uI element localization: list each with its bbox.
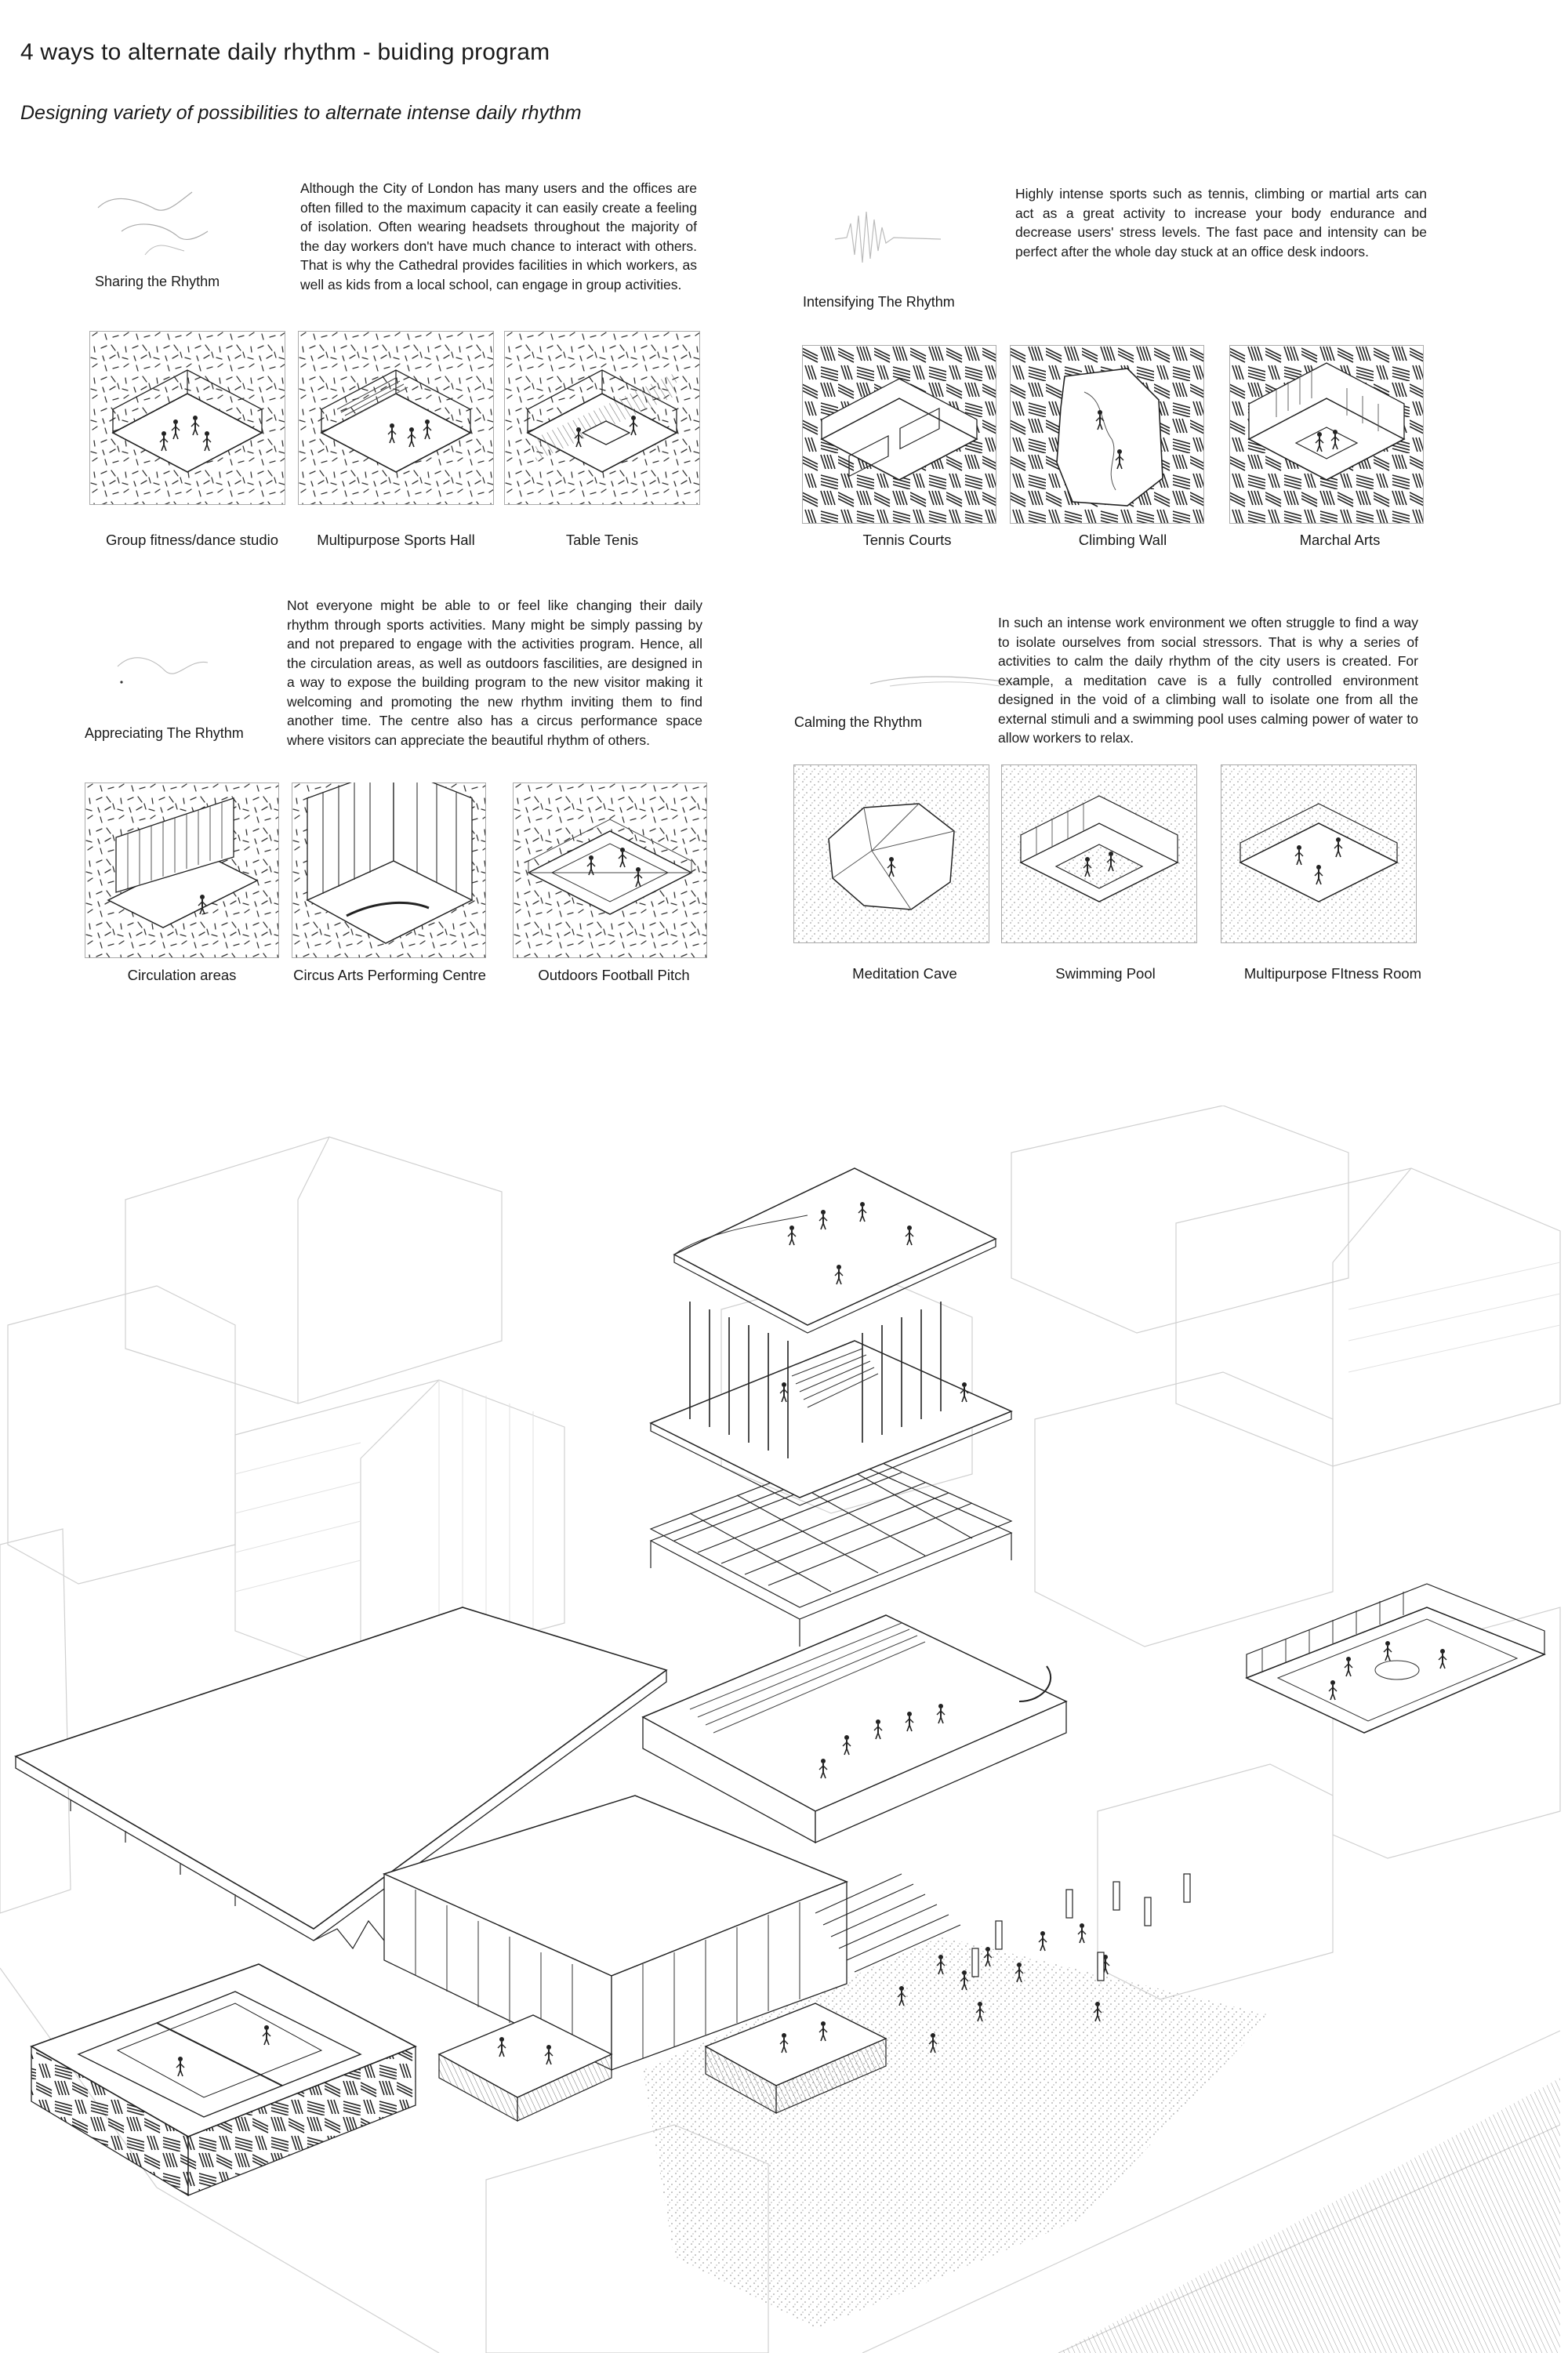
- section-label: Calming the Rhythm: [794, 714, 923, 730]
- swimming-pool-thumbnail: [1001, 764, 1197, 943]
- football-pitch-roof: [1247, 1584, 1544, 1733]
- section-description: Although the City of London has many users and the offices are often filled to the maximum capacity it can easily create a feeling of isolation. Often wearing headsets throughout the majority of the day workers don't have much chance to interact with others. That is why the Cathedral provides facilities in which workers, as well as kids from a local school, can engage in group activities.: [300, 180, 697, 292]
- section-description: Highly intense sports such as tennis, climbing or martial arts can act as a great activity to increase your body endurance and decrease users' stress levels. The fast pace and intensity can be perfect after the whole day stuck at an office desk indoors.: [1015, 186, 1427, 260]
- caption-meditation-cave: Meditation Cave: [852, 965, 957, 982]
- section-calming: [0, 0, 1568, 1019]
- roof-terrace: [674, 1168, 996, 1333]
- caption-football-pitch: Outdoors Football Pitch: [538, 967, 690, 983]
- caption-sports-hall: Multipurpose Sports Hall: [317, 532, 475, 548]
- page-subtitle: Designing variety of possibilities to alternate intense daily rhythm: [20, 102, 582, 124]
- section-label: Intensifying The Rhythm: [803, 294, 955, 310]
- section-description: Not everyone might be able to or feel like changing their daily rhythm through sports activities. Many might be simply passing by and not prepared to engage with the activities program. Hence, all the circulation areas, as well as outdoors fascilities, are designed in a way to expose the building program to the new visitor making it welcoming and promoting the new rhythm inviting them to find another time. The centre also has a circus performance space where visitors can appreciate the beautiful rhythm of others.: [287, 597, 702, 748]
- caption-group-fitness: Group fitness/dance studio: [105, 532, 279, 548]
- section-description: In such an intense work environment we often struggle to find a way to isolate ourselves from social stressors. That is why a series of activities to calm the daily rhythm of the city users is created. For example, a meditation cave is a fully controlled environment designed in the void of a climbing wall to isolate one from all the external stimuli and a swimming pool uses calming power of water to allow workers to relax.: [998, 615, 1418, 746]
- caption-swimming-pool: Swimming Pool: [1055, 965, 1156, 982]
- caption-table-tennis: Table Tenis: [565, 532, 639, 548]
- section-label: Sharing the Rhythm: [95, 274, 220, 289]
- caption-circulation: Circulation areas: [127, 967, 237, 983]
- caption-circus-arts: Circus Arts Performing Centre: [293, 967, 486, 983]
- sports-hall-level: [643, 1615, 1066, 1843]
- caption-tennis-courts: Tennis Courts: [862, 532, 952, 548]
- exploded-axonometric-drawing: [0, 1106, 1568, 2353]
- tennis-court-pavilion: [31, 1964, 416, 2195]
- circus-level: [651, 1302, 1011, 1505]
- fitness-room-thumbnail: [1221, 764, 1417, 943]
- meditation-cave-thumbnail: [793, 764, 989, 943]
- caption-climbing-wall: Climbing Wall: [1078, 532, 1167, 548]
- page-title: 4 ways to alternate daily rhythm - buiding program: [20, 39, 550, 65]
- section-label: Appreciating The Rhythm: [85, 725, 244, 741]
- caption-fitness-room: Multipurpose FItness Room: [1243, 965, 1422, 982]
- caption-martial-arts: Marchal Arts: [1299, 532, 1381, 548]
